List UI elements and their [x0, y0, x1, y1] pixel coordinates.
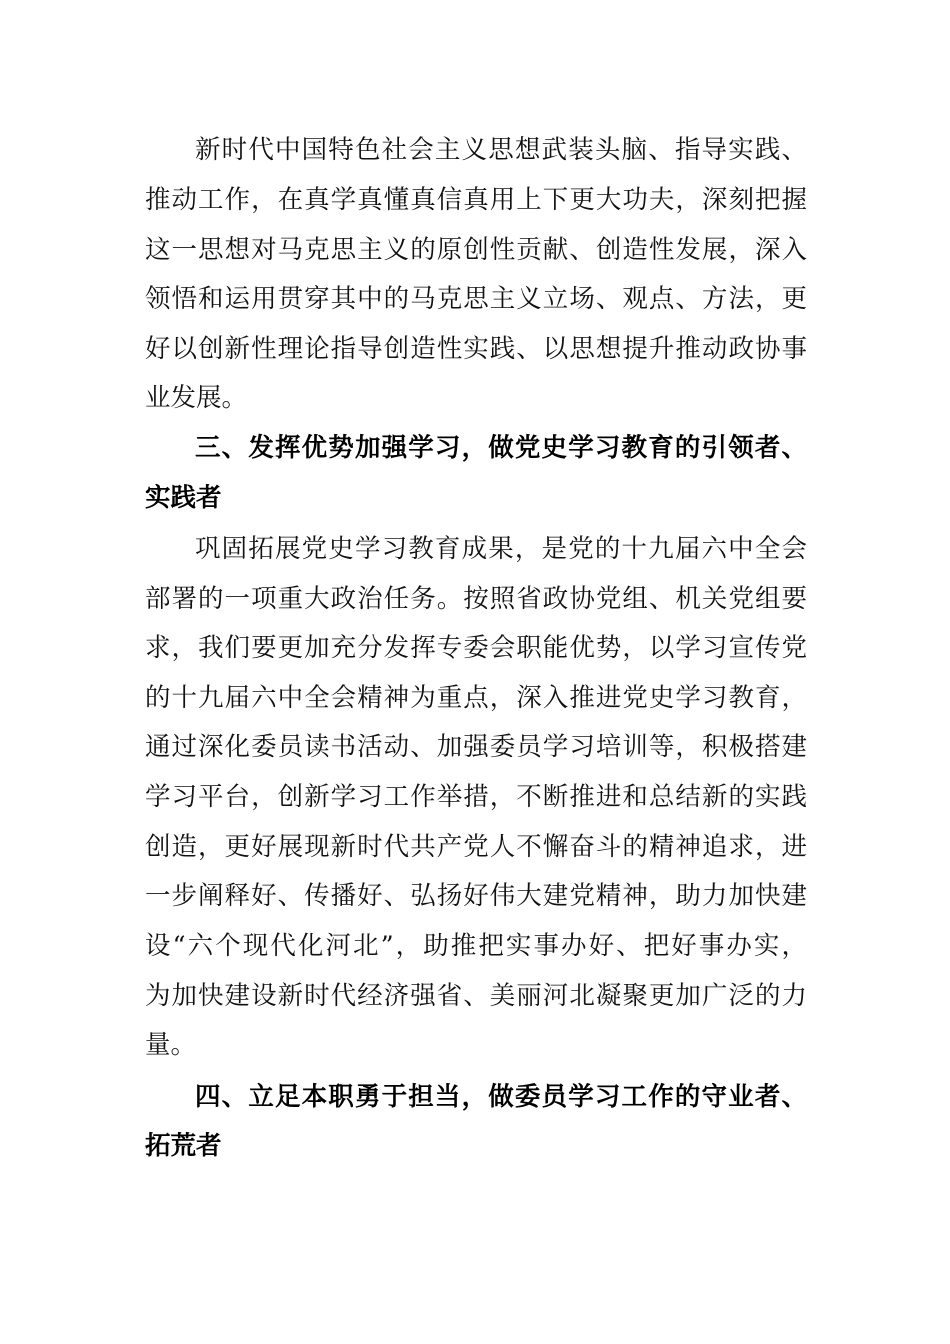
- paragraph-1-line-1: 新时代中国特色社会主义思想武装头脑、指导实践、: [195, 135, 807, 165]
- paragraph-2-line-11: 量。: [145, 1030, 197, 1060]
- paragraph-2-line-1: 巩固拓展党史学习教育成果，是党的十九届六中全会: [195, 534, 807, 564]
- paragraph-2-line-2: 部署的一项重大政治任务。按照省政协党组、机关党组要: [145, 584, 807, 614]
- paragraph-1-line-2: 推动工作，在真学真懂真信真用上下更大功夫，深刻把握: [145, 185, 807, 215]
- section-4-heading-line-1: 四、立足本职勇于担当，做委员学习工作的守业者、: [195, 1082, 807, 1112]
- paragraph-2-line-10: 为加快建设新时代经济强省、美丽河北凝聚更加广泛的力: [145, 981, 807, 1011]
- section-3-heading-line-1: 三、发挥优势加强学习，做党史学习教育的引领者、: [195, 433, 807, 463]
- section-4-heading-line-2: 拓荒者: [145, 1131, 222, 1161]
- paragraph-2-line-4: 的十九届六中全会精神为重点，深入推进党史学习教育，: [145, 683, 807, 713]
- paragraph-2-line-5: 通过深化委员读书活动、加强委员学习培训等，积极搭建: [145, 732, 807, 762]
- paragraph-1-line-5: 好以创新性理论指导创造性实践、以思想提升推动政协事: [145, 334, 807, 364]
- paragraph-1-line-3: 这一思想对马克思主义的原创性贡献、创造性发展，深入: [145, 235, 807, 265]
- paragraph-2-line-3: 求，我们要更加充分发挥专委会职能优势，以学习宣传党: [145, 633, 807, 663]
- paragraph-2-line-6: 学习平台，创新学习工作举措，不断推进和总结新的实践: [145, 782, 807, 812]
- paragraph-2-line-8: 一步阐释好、传播好、弘扬好伟大建党精神，助力加快建: [145, 881, 807, 911]
- paragraph-2-line-9: 设“六个现代化河北”，助推把实事办好、把好事办实，: [145, 931, 807, 961]
- paragraph-1-line-6: 业发展。: [145, 383, 248, 413]
- paragraph-1-line-4: 领悟和运用贯穿其中的马克思主义立场、观点、方法，更: [145, 284, 807, 314]
- paragraph-2-line-7: 创造，更好展现新时代共产党人不懈奋斗的精神追求，进: [145, 832, 807, 862]
- section-3-heading-line-2: 实践者: [145, 483, 222, 513]
